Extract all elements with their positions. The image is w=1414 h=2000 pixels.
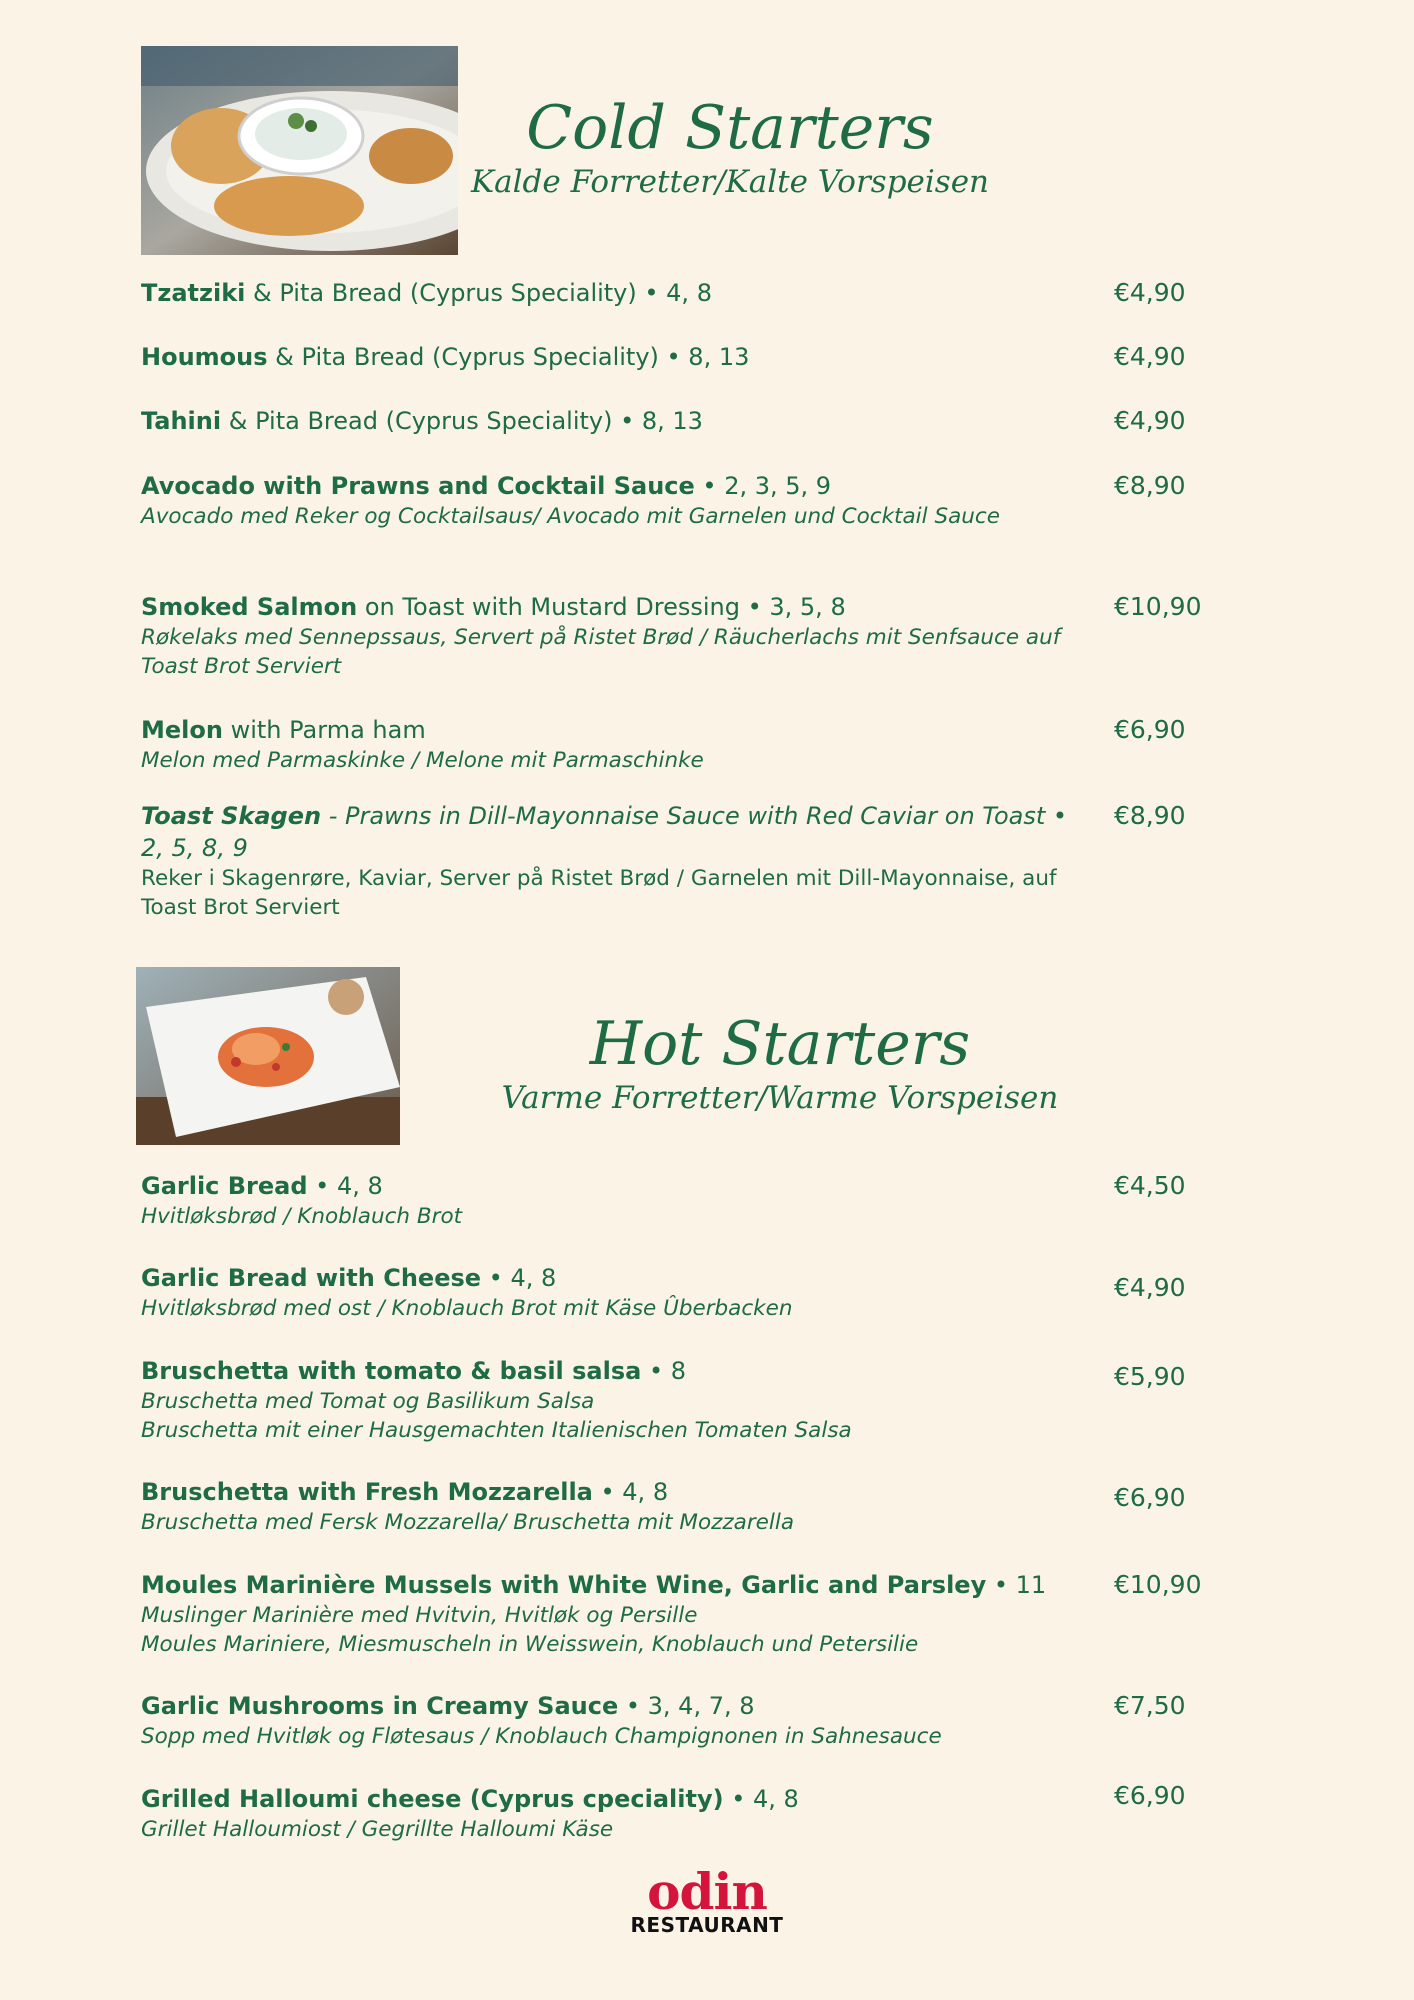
menu-item — [141, 1690, 1221, 1751]
item-translation: Reker i Skagenrøre, Kaviar, Server på Ristet Brød / Garnelen mit Dill-Mayonnaise, auf Toast Brot Serviert — [141, 866, 1057, 920]
menu-item — [141, 341, 1221, 373]
menu-item — [141, 1170, 1221, 1231]
item-name: Bruschetta with Fresh Mozzarella — [141, 1478, 593, 1506]
item-details: • 3, 4, 7, 8 — [618, 1692, 755, 1720]
item-name: Tzatziki — [141, 279, 246, 307]
odin-restaurant-logo — [622, 1862, 792, 1937]
item-translation: Avocado med Reker og Cocktailsaus/ Avocado mit Garnelen und Cocktail Sauce — [141, 504, 1000, 529]
item-translation: Grillet Halloumiost / Gegrillte Halloumi Käse — [141, 1817, 614, 1842]
item-name: Garlic Mushrooms in Creamy Sauce — [141, 1692, 619, 1720]
menu-item — [141, 1262, 1221, 1323]
item-details: • 4, 8 — [592, 1478, 669, 1506]
item-name: Grilled Halloumi cheese (Cyprus cpeciality) — [141, 1785, 724, 1813]
section-subtitle: Varme Forretter/Warme Vorspeisen — [501, 1080, 1059, 1116]
item-translation: Bruschetta med Tomat og Basilikum Salsa — [141, 1389, 595, 1414]
item-translation: Røkelaks med Sennepssaus, Servert på Ristet Brød / Räucherlachs mit Senfsauce auf Toast Brot Serviert — [141, 625, 1061, 679]
item-price: €4,50 — [1114, 1171, 1186, 1200]
item-name: Houmous — [141, 343, 268, 371]
section-title: Hot Starters — [589, 1009, 971, 1079]
menu-item — [141, 714, 1221, 775]
menu-item — [141, 1355, 1221, 1445]
logo-tagline: RESTAURANT — [630, 1913, 784, 1937]
item-translation: Sopp med Hvitløk og Fløtesaus / Knoblauch Champignonen in Sahnesauce — [141, 1724, 942, 1749]
item-translation: Muslinger Marinière med Hvitvin, Hvitløk og Persille — [141, 1603, 698, 1628]
item-price: €4,90 — [1114, 342, 1186, 371]
item-translation: Hvitløksbrød / Knoblauch Brot — [141, 1204, 463, 1229]
item-details: on Toast with Mustard Dressing • 3, 5, 8 — [357, 593, 846, 621]
menu-item — [141, 591, 1221, 681]
item-price: €10,90 — [1114, 1570, 1202, 1599]
section-title: Cold Starters — [526, 93, 934, 163]
item-name: Garlic Bread with Cheese — [141, 1264, 482, 1292]
item-name: Melon — [141, 716, 223, 744]
menu-item — [141, 1476, 1221, 1537]
item-price: €4,90 — [1114, 278, 1186, 307]
item-details: - Prawns in Dill-Mayonnaise Sauce with Red Caviar on Toast • 2, 5, 8, 9 — [141, 802, 1068, 862]
menu-item — [141, 277, 1221, 309]
menu-item — [141, 1569, 1221, 1659]
item-translation: Moules Mariniere, Miesmuscheln in Weisswein, Knoblauch und Petersilie — [141, 1632, 919, 1657]
cold-starters-photo — [141, 46, 458, 255]
item-translation: Melon med Parmaskinke / Melone mit Parmaschinke — [141, 748, 704, 773]
menu-item — [141, 470, 1221, 531]
item-price: €10,90 — [1114, 592, 1202, 621]
item-name: Smoked Salmon — [141, 593, 358, 621]
item-name: Tahini — [141, 407, 222, 435]
item-name: Moules Marinière Mussels with White Wine, Garlic and Parsley — [141, 1571, 987, 1599]
item-details: • 8 — [641, 1357, 687, 1385]
item-translation: Hvitløksbrød med ost / Knoblauch Brot mit Käse Ûberbacken — [141, 1296, 793, 1321]
cold-starters-heading — [460, 93, 1000, 201]
item-price: €6,90 — [1114, 1781, 1186, 1810]
item-details: & Pita Bread (Cyprus Speciality) • 8, 13 — [267, 343, 750, 371]
hot-starters-heading — [480, 1009, 1080, 1117]
item-price: €6,90 — [1114, 715, 1186, 744]
item-details: • 2, 3, 5, 9 — [694, 472, 832, 500]
section-subtitle: Kalde Forretter/Kalte Vorspeisen — [470, 164, 990, 200]
item-price: €8,90 — [1114, 801, 1186, 830]
item-name: Toast Skagen — [141, 802, 322, 830]
item-name: Bruschetta with tomato & basil salsa — [141, 1357, 642, 1385]
item-price: €5,90 — [1114, 1362, 1186, 1391]
menu-item — [141, 800, 1221, 922]
item-price: €4,90 — [1114, 1273, 1186, 1302]
item-details: with Parma ham — [222, 716, 426, 744]
item-name: Avocado with Prawns and Cocktail Sauce — [141, 472, 695, 500]
item-price: €7,50 — [1114, 1691, 1186, 1720]
item-details: & Pita Bread (Cyprus Speciality) • 4, 8 — [245, 279, 712, 307]
item-price: €6,90 — [1114, 1483, 1186, 1512]
item-details: • 4, 8 — [481, 1264, 557, 1292]
item-details: • 4, 8 — [723, 1785, 799, 1813]
hot-starters-photo — [136, 967, 400, 1145]
item-translation: Bruschetta mit einer Hausgemachten Italienischen Tomaten Salsa — [141, 1418, 852, 1443]
item-price: €4,90 — [1114, 406, 1186, 435]
item-price: €8,90 — [1114, 471, 1186, 500]
item-details: • 11 — [986, 1571, 1047, 1599]
item-translation: Bruschetta med Fersk Mozzarella/ Bruschetta mit Mozzarella — [141, 1510, 795, 1535]
menu-item — [141, 1783, 1221, 1844]
menu-item — [141, 405, 1221, 437]
item-name: Garlic Bread — [141, 1172, 308, 1200]
item-details: & Pita Bread (Cyprus Speciality) • 8, 13 — [221, 407, 703, 435]
logo-wordmark: odin — [647, 1862, 767, 1921]
item-details: • 4, 8 — [307, 1172, 383, 1200]
